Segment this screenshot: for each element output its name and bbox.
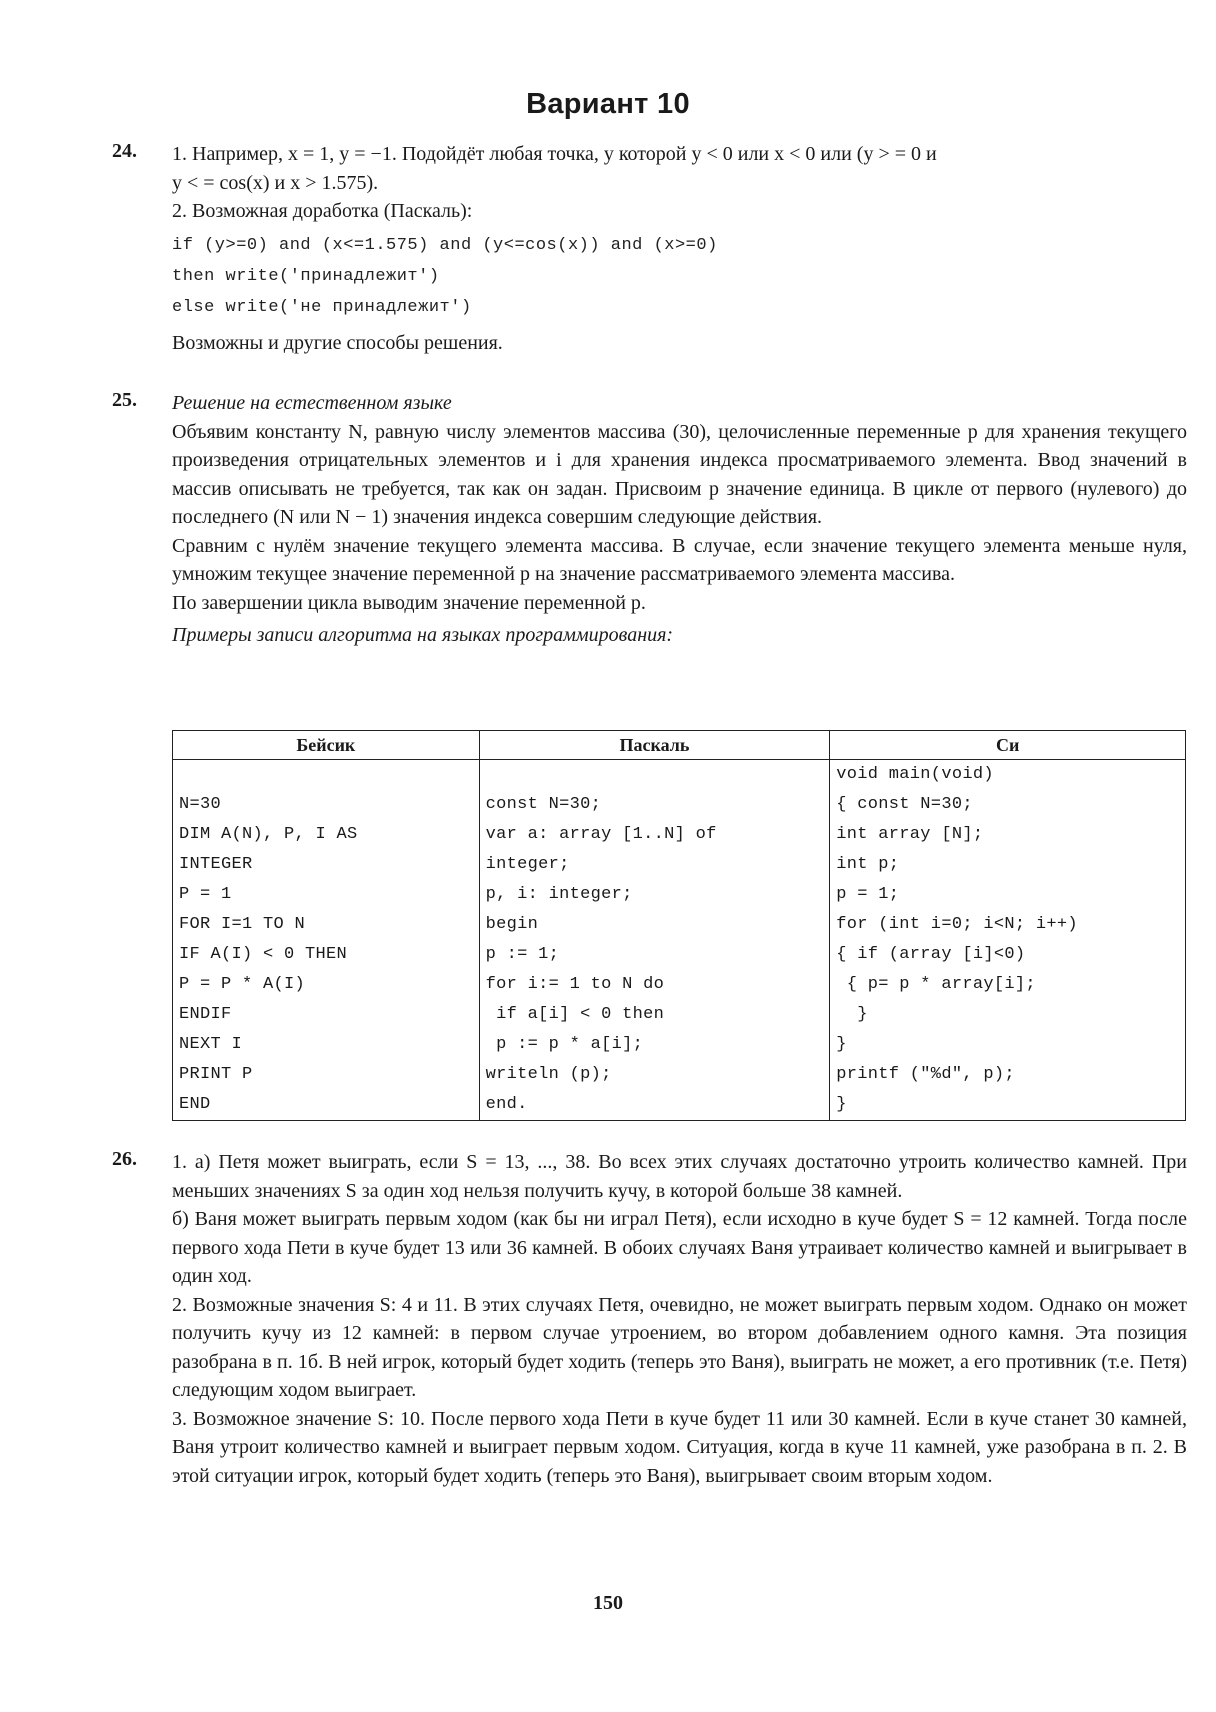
page-number: 150 [593, 1592, 623, 1614]
pascal-code-line: for i:= 1 to N do [485, 975, 665, 994]
basic-code-line: NEXT I [179, 1035, 243, 1054]
code-line: else write('не принадлежит') [172, 297, 472, 317]
task-25-para1: Объявим константу N, равную числу элементов массива (30), целочисленные переменные p для хранения текущего произведения отрицательных элементов и i для хранения индекса просматриваемого элемента. Ввод значений в массив описывать не требуется, так как он задан. Присвоим p значение единица. В цикле от первого (нулевого) до последнего (N или N − 1) значения индекса совершим следующие действия. [172, 420, 1187, 528]
pascal-code-line: integer; [485, 855, 570, 874]
c-code-line: { if (array [i]<0) [836, 945, 1026, 964]
task-26-p4: 3. Возможное значение S: 10. После первого хода Пети в куче будет 11 или 30 камней. Если в куче станет 30 камней, Ваня утроит количество камней и выиграет первым ходом. Ситуация, когда в куче 11 камней, уже разобрана в п. 2. В этой ситуации игрок, который будет ходить (теперь это Ваня), выигрывает своим вторым ходом. [172, 1407, 1187, 1487]
page-title: Вариант 10 [526, 88, 690, 120]
task-25-para2: Сравним с нулём значение текущего элемента массива. В случае, если значение текущего элемента меньше нуля, умножим текущее значение переменной p на значение рассматриваемого элемента массива. [172, 534, 1187, 585]
basic-code-line: INTEGER [179, 855, 253, 874]
c-code-line: } [836, 1005, 868, 1024]
c-code-line: printf ("%d", p); [836, 1065, 1015, 1084]
pascal-code-line: end. [485, 1095, 528, 1114]
c-code-line: { p= p * array[i]; [836, 975, 1036, 994]
c-code-line: } [836, 1035, 847, 1054]
pascal-code-line [486, 760, 824, 790]
pascal-code-line: var a: array [1..N] of [485, 825, 717, 844]
task-25-examples-heading: Примеры записи алгоритма на языках программирования: [172, 624, 674, 646]
task-25-body [172, 389, 1187, 650]
basic-code-line: END [179, 1095, 211, 1114]
task-24-p1-line1: 1. Например, x = 1, y = −1. Подойдёт любая точка, у которой y < 0 или x < 0 или (y > = 0 и [172, 143, 937, 165]
task-24-p2: 2. Возможная доработка (Паскаль): [172, 200, 473, 222]
c-code-line: } [836, 1095, 847, 1114]
basic-code-line: DIM A(N), P, I AS [179, 825, 358, 844]
task-26-p3: 2. Возможные значения S: 4 и 11. В этих случаях Петя, очевидно, не может выиграть первым ходом. Однако он может получить кучу из 12 камней: в первом случае утроением, во втором добавлением одного камня. Эта позиция разобрана в п. 1б. В ней игрок, который будет ходить (теперь это Ваня), выиграть не может, а его противник (т.е. Петя) следующим ходом выиграет. [172, 1293, 1187, 1401]
task-26-p2: б) Ваня может выиграть первым ходом (как бы ни играл Петя), если исходно в куче будет S = 12 камней. Тогда после первого хода Пети в куче будет 13 или 36 камней. В обоих случаях Ваня утраивает количество камней и выигрывает в один ход. [172, 1208, 1187, 1287]
pascal-code-line: writeln (p); [485, 1065, 612, 1084]
c-code-line: p = 1; [836, 885, 900, 904]
column-header-c: Си [830, 731, 1186, 760]
task-24-p1-line2: y < = cos(x) и x > 1.575). [172, 171, 379, 194]
pascal-code-cell [479, 760, 830, 1121]
pascal-code-line: const N=30; [485, 795, 602, 814]
c-code-line: { const N=30; [836, 795, 973, 814]
task-25-heading: Решение на естественном языке [172, 392, 452, 414]
basic-code-line: IF A(I) < 0 THEN [179, 945, 348, 964]
basic-code-line: P = P * A(I) [179, 975, 306, 994]
pascal-code-line: begin [485, 915, 539, 934]
task-24-body [172, 140, 1187, 357]
basic-code-line: ENDIF [179, 1005, 232, 1024]
basic-code-line: N=30 [179, 795, 222, 814]
task-24-code [172, 230, 1187, 323]
pascal-code-line: if a[i] < 0 then [485, 1005, 665, 1024]
code-table [172, 730, 1186, 1121]
basic-code-cell [173, 760, 480, 1121]
basic-code-line: P = 1 [179, 885, 232, 904]
basic-code-line: PRINT P [179, 1065, 253, 1084]
c-code-cell [830, 760, 1186, 1121]
basic-code-line [179, 760, 473, 790]
task-25-number: 25. [112, 389, 137, 411]
task-26-number: 26. [112, 1148, 137, 1170]
c-code-line: int array [N]; [836, 825, 984, 844]
task-24-number: 24. [112, 140, 137, 162]
task-25-para3: По завершении цикла выводим значение переменной p. [172, 591, 646, 614]
basic-code-line: FOR I=1 TO N [179, 915, 306, 934]
code-line: then write('принадлежит') [172, 266, 440, 286]
pascal-code-line: p := 1; [485, 945, 560, 964]
c-code-line: for (int i=0; i<N; i++) [836, 915, 1078, 934]
pascal-code-line: p := p * a[i]; [485, 1035, 644, 1054]
pascal-code-line: p, i: integer; [485, 885, 633, 904]
task-26-body [172, 1148, 1187, 1490]
task-26-p1: 1. а) Петя может выиграть, если S = 13, ..., 38. Во всех этих случаях достаточно утроить количество камней. При меньших значениях S за один ход нельзя получить кучу, в которой больше 38 камней. [172, 1151, 1187, 1202]
c-code-line: void main(void) [836, 765, 994, 784]
code-line: if (y>=0) and (x<=1.575) and (y<=cos(x)) and (x>=0) [172, 235, 718, 255]
c-code-line: int p; [836, 855, 900, 874]
task-24-p3: Возможны и другие способы решения. [172, 331, 503, 354]
column-header-basic: Бейсик [173, 731, 480, 760]
column-header-pascal: Паскаль [479, 731, 830, 760]
